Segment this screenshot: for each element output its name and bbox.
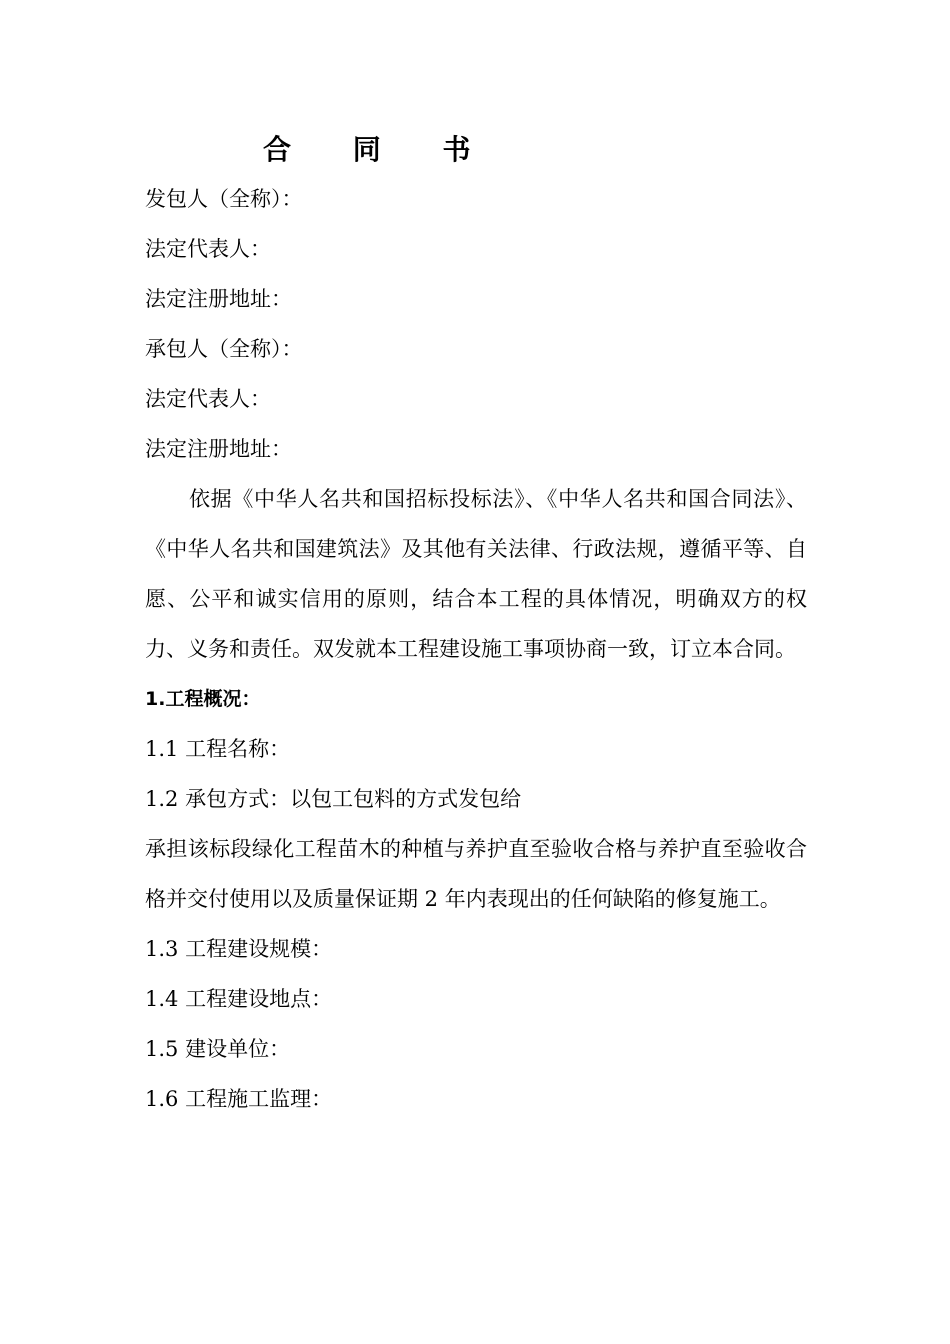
- section-1-heading: 1.工程概况：: [145, 688, 261, 710]
- employer-legal-representative-field: 法定代表人：: [145, 237, 271, 261]
- item-1-4-construction-location: 1.4 工程建设地点：: [145, 987, 333, 1011]
- contractor-legal-representative-field: 法定代表人：: [145, 387, 271, 411]
- item-1-2-contract-method: 1.2 承包方式：以包工包料的方式发包给: [145, 787, 522, 811]
- item-1-3-construction-scale: 1.3 工程建设规模：: [145, 937, 333, 961]
- item-1-5-construction-unit: 1.5 建设单位：: [145, 1037, 291, 1061]
- preamble-paragraph: 依据《中华人名共和国招标投标法》、《中华人名共和国合同法》、《中华人名共和国建筑法》及其他有关法律、行政法规，遵循平等、自愿、公平和诚实信用的原则，结合本工程的具体情况，明确双方的权力、义务和责任。双发就本工程建设施工事项协商一致，订立本合同。: [145, 487, 807, 661]
- item-1-6-construction-supervision: 1.6 工程施工监理：: [145, 1087, 333, 1111]
- contractor-registered-address-field: 法定注册地址：: [145, 437, 292, 461]
- item-1-1-project-name: 1.1 工程名称：: [145, 737, 291, 761]
- employer-registered-address-field: 法定注册地址：: [145, 287, 292, 311]
- item-1-2-detail-paragraph: 承担该标段绿化工程苗木的种植与养护直至验收合格与养护直至验收合格并交付使用以及质量保证期 2 年内表现出的任何缺陷的修复施工。: [145, 837, 807, 911]
- document-title: 合 同 书: [263, 133, 497, 166]
- contract-page: [145, 126, 807, 1124]
- contractor-name-field: 承包人（全称）：: [145, 337, 303, 361]
- employer-name-field: 发包人（全称）：: [145, 187, 303, 211]
